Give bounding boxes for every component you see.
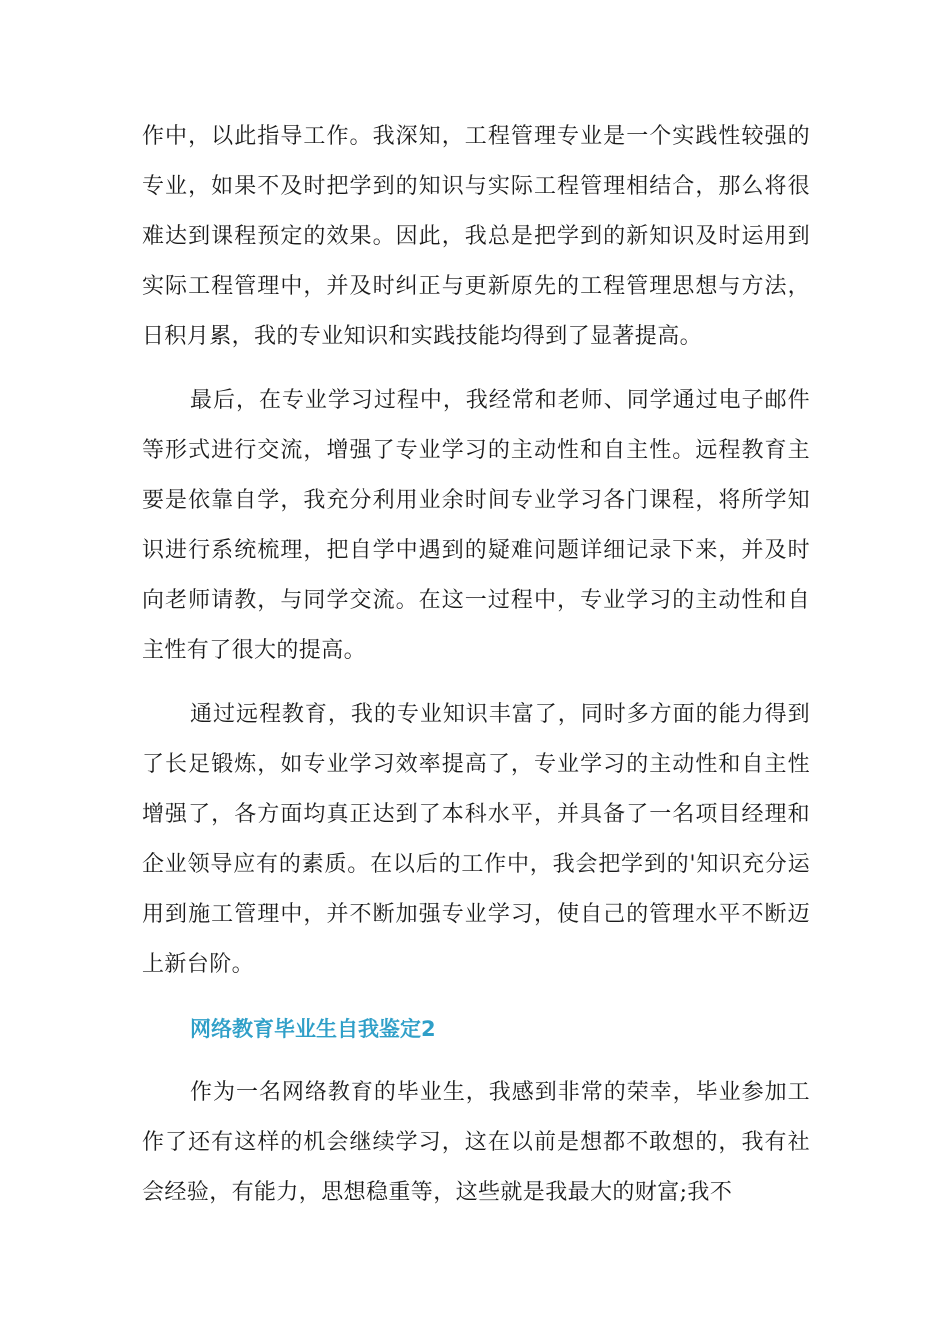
paragraph-section-2-intro: 作为一名网络教育的毕业生，我感到非常的荣幸，毕业参加工作了还有这样的机会继续学习，这在以前是想都不敢想的，我有社会经验，有能力，思想稳重等，这些就是我最大的财富;我不: [142, 1080, 810, 1205]
paragraph-conclusion: 通过远程教育，我的专业知识丰富了，同时多方面的能力得到了长足锻炼，如专业学习效率提高了，专业学习的主动性和自主性增强了，各方面均真正达到了本科水平，并具备了一名项目经理和企业领导应有的素质。在以后的工作中，我会把学到的'知识充分运用到施工管理中，并不断加强专业学习，使自己的管理水平不断迈上新台阶。: [142, 702, 810, 977]
section-heading-number: 2: [421, 1017, 436, 1041]
section-heading-text: 网络教育毕业生自我鉴定: [190, 1017, 421, 1041]
document-body: [142, 112, 810, 1218]
paragraph-continued: 作中，以此指导工作。我深知，工程管理专业是一个实践性较强的专业，如果不及时把学到的知识与实际工程管理相结合，那么将很难达到课程预定的效果。因此，我总是把学到的新知识及时运用到实际工程管理中，并及时纠正与更新原先的工程管理思想与方法，日积月累，我的专业知识和实践技能均得到了显著提高。: [142, 124, 810, 349]
section-heading: [142, 1004, 810, 1054]
paragraph-communication: 最后，在专业学习过程中，我经常和老师、同学通过电子邮件等形式进行交流，增强了专业学习的主动性和自主性。远程教育主要是依靠自学，我充分利用业余时间专业学习各门课程，将所学知识进行系统梳理，把自学中遇到的疑难问题详细记录下来，并及时向老师请教，与同学交流。在这一过程中，专业学习的主动性和自主性有了很大的提高。: [142, 388, 810, 663]
